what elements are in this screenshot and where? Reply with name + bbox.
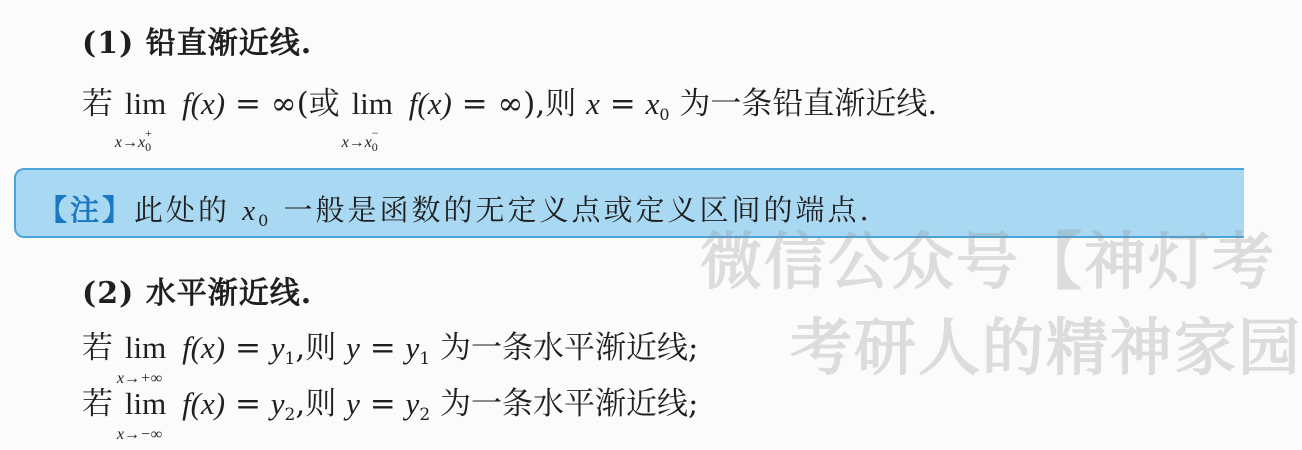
section1-heading: (1) 铅直渐近线.	[82, 26, 313, 61]
vertical-asymptote-formula: 若 lim $x\to x_0^+$ f(x) = ∞(或 lim $x\to x_0^-$ f(x) = ∞),则 x = x0 为一条铅直渐近线.	[82, 86, 938, 154]
limit-right: lim $x\to x_0^+$	[114, 86, 167, 154]
limit-pos-inf: lim x→+∞	[116, 330, 167, 387]
watermark-line1: 微信公众号【神灯考	[700, 225, 1277, 298]
horizontal-asymptote-neg: 若 lim x→−∞ f(x) = y2,则 y = y2 为一条水平渐近线;	[82, 386, 699, 443]
limit-right-sub: $x\to x_0^+$	[114, 126, 152, 154]
prefix: 若	[82, 86, 113, 122]
horizontal-asymptote-pos: 若 lim x→+∞ f(x) = y1,则 y = y1 为一条水平渐近线;	[82, 330, 699, 387]
function-fx: f(x)	[182, 86, 226, 121]
suffix: 为一条铅直渐近线.	[679, 86, 938, 122]
watermark-line2: 考研人的精神家园	[790, 311, 1302, 384]
limit-left-sub: $x\to x_0^-$	[341, 126, 379, 154]
note-text: 【注】此处的 $x_0$ 一般是函数的无定义点或定义区间的端点.	[38, 193, 872, 230]
limit-left: lim $x\to x_0^-$	[341, 86, 393, 154]
section2-heading: (2) 水平渐近线.	[82, 276, 313, 311]
note-tag: 【注】	[38, 193, 135, 227]
limit-neg-inf: lim x→−∞	[116, 386, 167, 443]
